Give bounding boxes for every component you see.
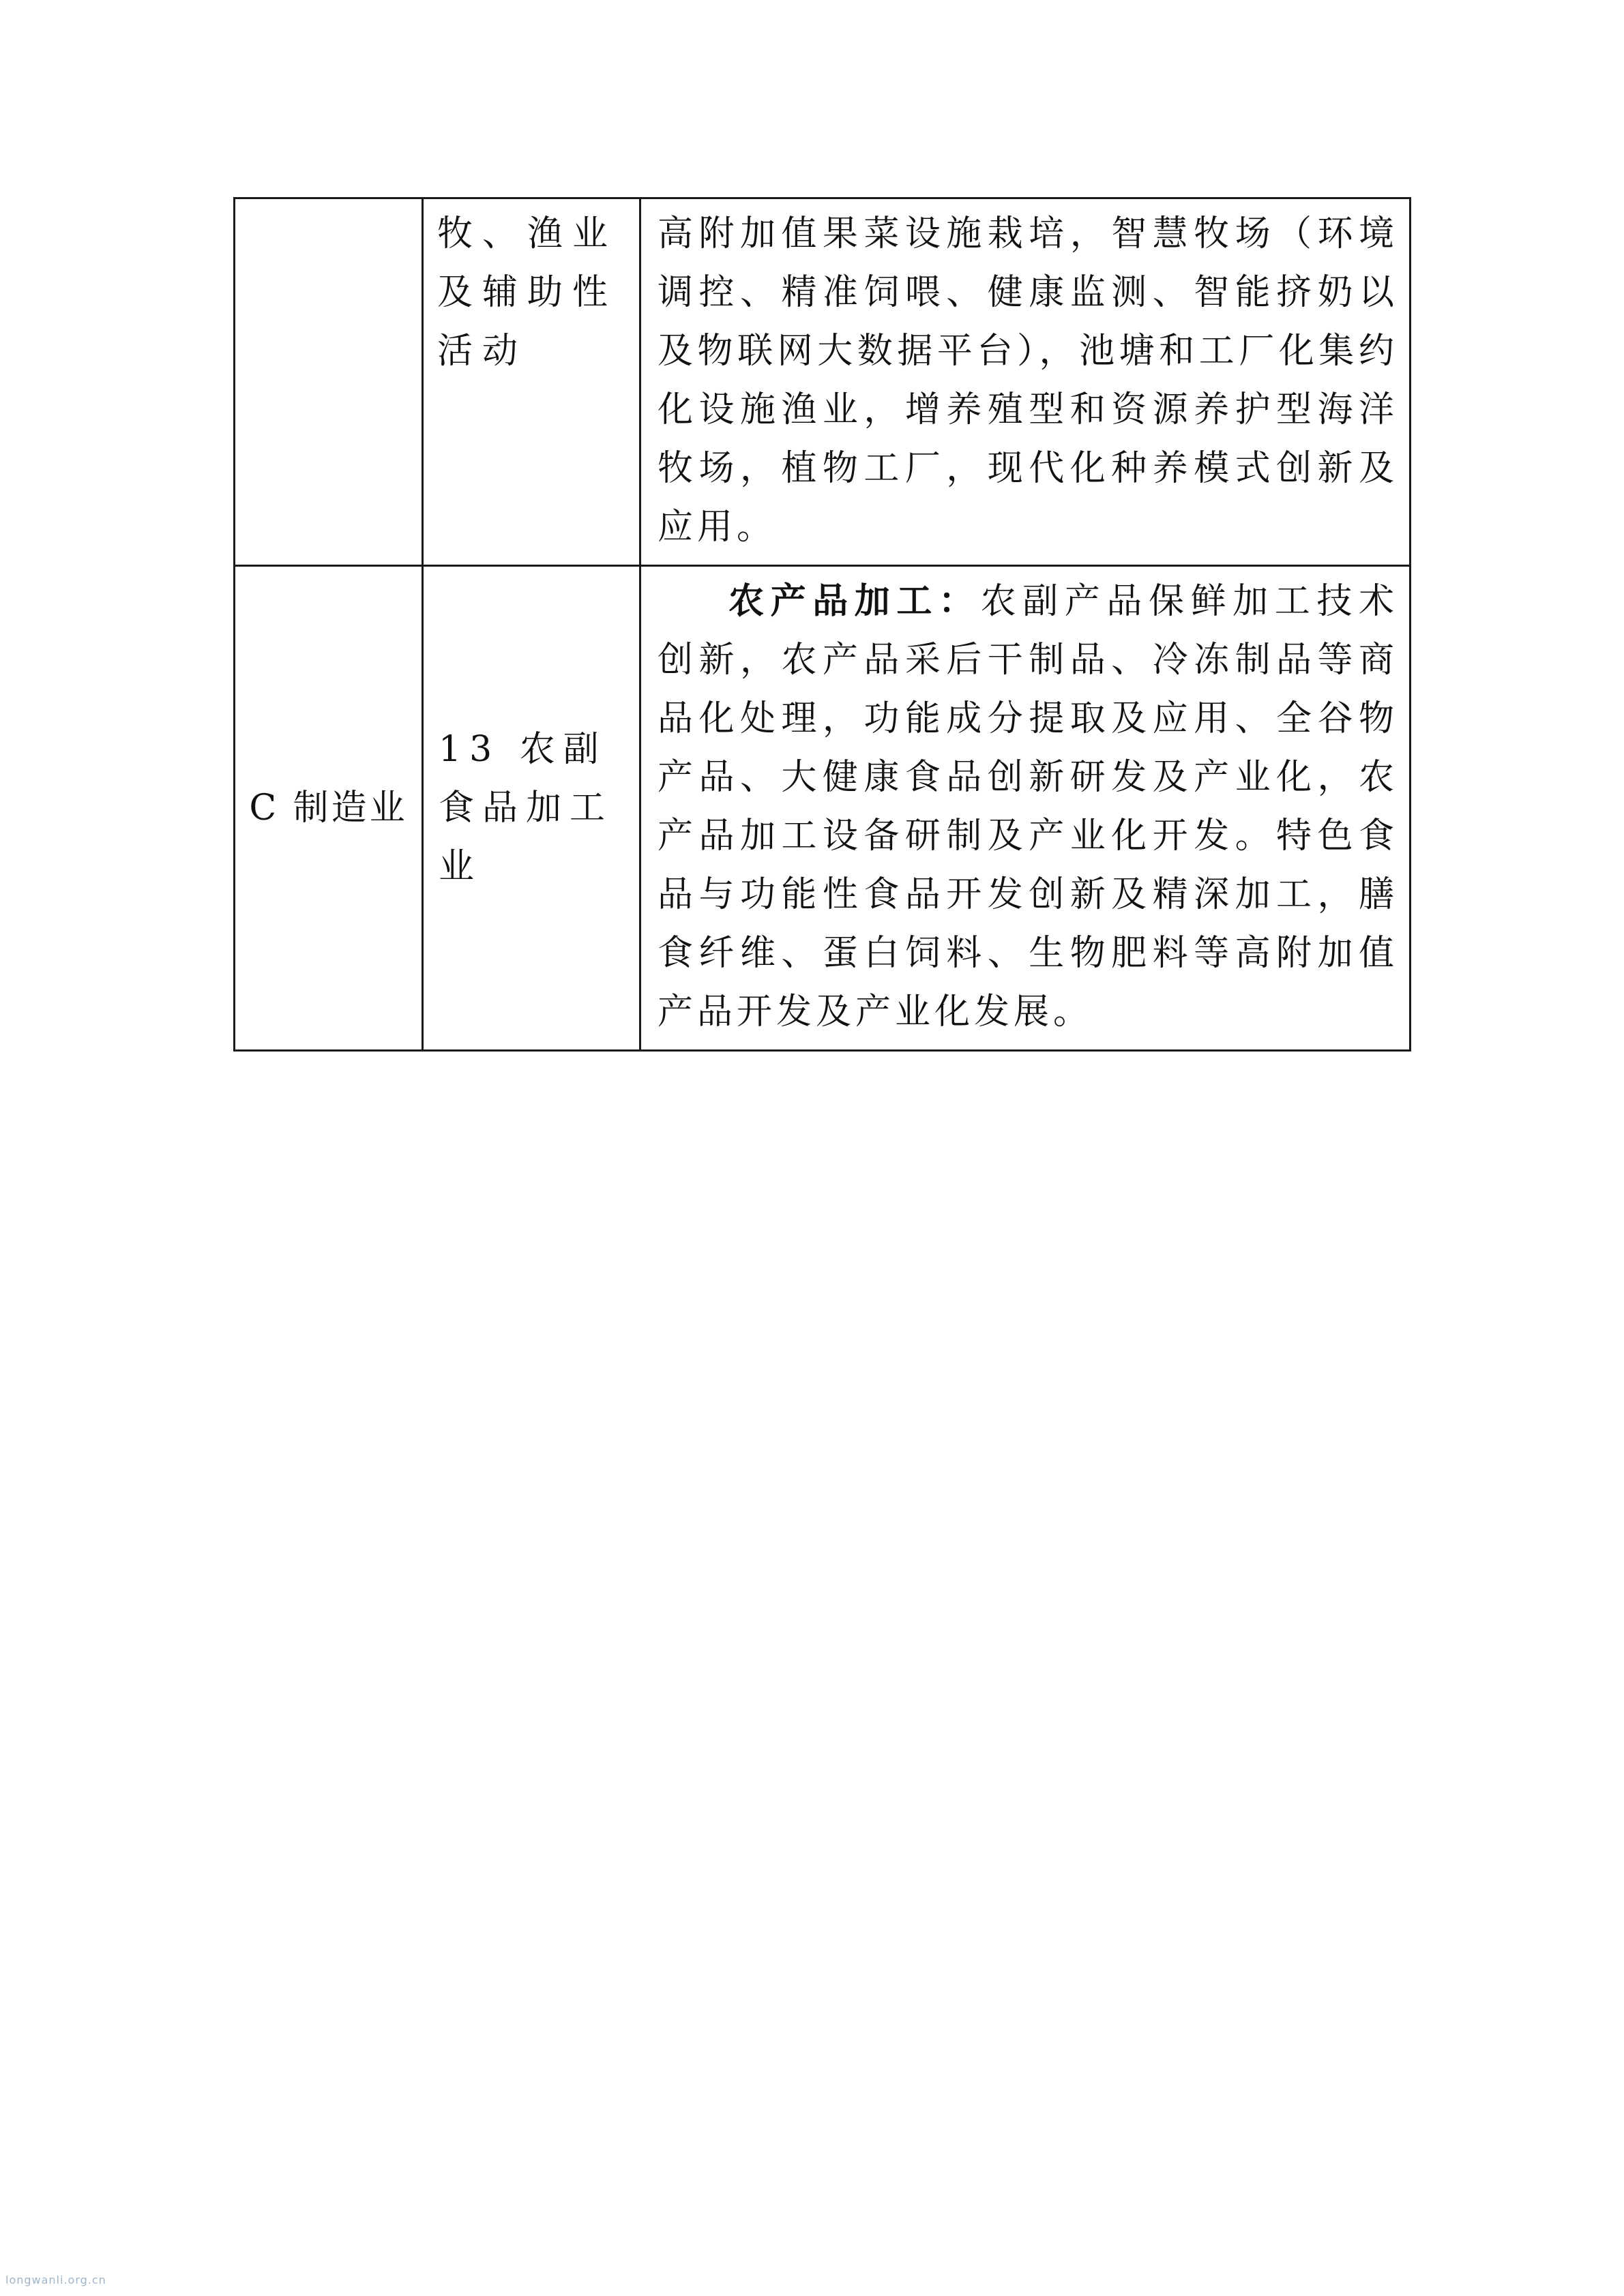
- category-cell: [235, 198, 423, 566]
- category-cell: [235, 566, 423, 1051]
- description-body: 高附加值果菜设施栽培，智慧牧场（环境调控、精准饲喂、健康监测、智能挤奶以及物联网大数据平台），池塘和工厂化集约化设施渔业，增养殖型和资源养护型海洋牧场，植物工厂，现代化种养模式创新及应用。: [658, 213, 1398, 548]
- table-row: [235, 198, 1411, 566]
- description-heading: 农产品加工：: [728, 580, 981, 622]
- description-text: [641, 199, 1409, 565]
- subcategory-cell: [423, 566, 640, 1051]
- table-row: [235, 566, 1411, 1051]
- site-watermark: longwanli.org.cn: [5, 2273, 106, 2286]
- industry-table: [233, 197, 1411, 1052]
- description-cell: [640, 198, 1411, 566]
- category-text: C 制造业: [249, 788, 408, 829]
- description-text: [641, 567, 1409, 1049]
- description-cell: [640, 566, 1411, 1051]
- description-body: 农副产品保鲜加工技术创新，农产品采后干制品、冷冻制品等商品化处理，功能成分提取及应用、全谷物产品、大健康食品创新研发及产业化，农产品加工设备研制及产业化开发。特色食品与功能性食品开发创新及精深加工，膳食纤维、蛋白饲料、生物肥料等高附加值产品开发及产业化发展。: [658, 581, 1398, 1032]
- subcategory-cell: [423, 198, 640, 566]
- subcategory-text: 13 农副食品加工业: [439, 729, 614, 887]
- subcategory-text: 牧、渔业及辅助性活动: [437, 213, 618, 372]
